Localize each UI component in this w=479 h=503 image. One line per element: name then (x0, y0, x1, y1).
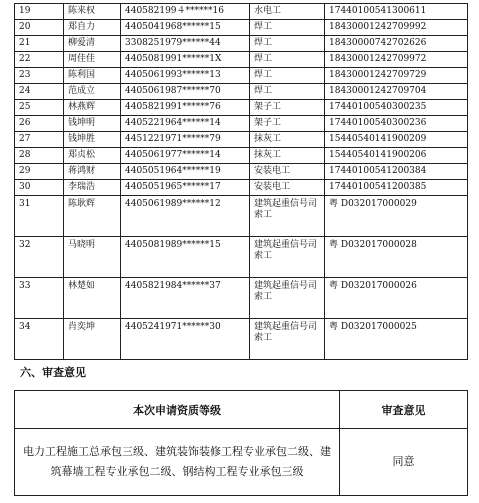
qualification-cell: 电力工程施工总承包三级、建筑装饰装修工程专业承包二级、建筑幕墙工程专业承包二级、钢结构工程专业承包三级 (15, 429, 340, 496)
id-number: 4405061993******13 (121, 68, 250, 84)
certificate-number: 粤 D032017000026 (325, 278, 468, 319)
row-number: 31 (15, 196, 64, 237)
staff-name: 林楚如 (64, 278, 121, 319)
certificate-number: 18430001242709704 (325, 84, 468, 100)
table-row (15, 132, 468, 148)
job-title: 架子工 (250, 100, 325, 116)
job-title: 建筑起重信号司索工 (250, 319, 325, 360)
id-number: 4405061977******14 (121, 148, 250, 164)
certificate-number: 17440100541300611 (325, 4, 468, 20)
staff-name: 陈来权 (64, 4, 121, 20)
row-number: 28 (15, 148, 64, 164)
certificate-number: 17440100540300235 (325, 100, 468, 116)
staff-table-body (15, 4, 468, 360)
job-title: 建筑起重信号司索工 (250, 196, 325, 237)
row-number: 27 (15, 132, 64, 148)
id-number: 4405061987******70 (121, 84, 250, 100)
table-row (15, 196, 468, 237)
staff-table (14, 3, 468, 360)
id-number: 4451221971******79 (121, 132, 250, 148)
table-row (15, 36, 468, 52)
id-number: 4405221964******14 (121, 116, 250, 132)
table-row (15, 319, 468, 360)
certificate-number: 粤 D032017000029 (325, 196, 468, 237)
certificate-number: 粤 D032017000025 (325, 319, 468, 360)
staff-name: 范成立 (64, 84, 121, 100)
table-row (15, 116, 468, 132)
section-heading: 六、审查意见 (20, 366, 86, 379)
row-number: 25 (15, 100, 64, 116)
job-title: 安装电工 (250, 180, 325, 196)
certificate-number: 18430000742702626 (325, 36, 468, 52)
staff-name: 郑自力 (64, 20, 121, 36)
row-number: 22 (15, 52, 64, 68)
staff-name: 钱坤胜 (64, 132, 121, 148)
review-body-row (15, 429, 468, 496)
table-row (15, 164, 468, 180)
opinion-header: 审查意见 (340, 391, 468, 429)
job-title: 建筑起重信号司索工 (250, 237, 325, 278)
staff-name: 李瑞浩 (64, 180, 121, 196)
certificate-number: 15440540141900209 (325, 132, 468, 148)
certificate-number: 17440100541200384 (325, 164, 468, 180)
table-row (15, 68, 468, 84)
id-number: 3308251979******44 (121, 36, 250, 52)
staff-name: 蒋鸿财 (64, 164, 121, 180)
id-number: 4405821984******37 (121, 278, 250, 319)
table-row (15, 84, 468, 100)
staff-name: 钱坤明 (64, 116, 121, 132)
staff-name: 周佳佳 (64, 52, 121, 68)
staff-name: 林燕辉 (64, 100, 121, 116)
row-number: 21 (15, 36, 64, 52)
staff-name: 肖奕坤 (64, 319, 121, 360)
job-title: 架子工 (250, 116, 325, 132)
row-number: 23 (15, 68, 64, 84)
row-number: 30 (15, 180, 64, 196)
certificate-number: 粤 D032017000028 (325, 237, 468, 278)
row-number: 20 (15, 20, 64, 36)
job-title: 水电工 (250, 4, 325, 20)
certificate-number: 18430001242709992 (325, 20, 468, 36)
staff-name: 郑贞松 (64, 148, 121, 164)
table-row (15, 52, 468, 68)
job-title: 安装电工 (250, 164, 325, 180)
id-number: 4405821991******76 (121, 100, 250, 116)
certificate-number: 18430001242709729 (325, 68, 468, 84)
job-title: 焊工 (250, 36, 325, 52)
row-number: 26 (15, 116, 64, 132)
table-row (15, 148, 468, 164)
table-row (15, 100, 468, 116)
id-number: 4405051965******17 (121, 180, 250, 196)
id-number: 4405241971******30 (121, 319, 250, 360)
row-number: 34 (15, 319, 64, 360)
row-number: 29 (15, 164, 64, 180)
certificate-number: 17440100541200385 (325, 180, 468, 196)
row-number: 33 (15, 278, 64, 319)
id-number: 4405081991******1X (121, 52, 250, 68)
id-number: 440582199４******16 (121, 4, 250, 20)
job-title: 抹灰工 (250, 132, 325, 148)
certificate-number: 18430001242709972 (325, 52, 468, 68)
id-number: 4405081989******15 (121, 237, 250, 278)
table-row (15, 278, 468, 319)
opinion-cell: 同意 (340, 429, 468, 496)
review-table (14, 390, 468, 496)
job-title: 建筑起重信号司索工 (250, 278, 325, 319)
id-number: 4405061989******12 (121, 196, 250, 237)
row-number: 24 (15, 84, 64, 100)
table-row (15, 180, 468, 196)
job-title: 抹灰工 (250, 148, 325, 164)
qualification-header: 本次申请资质等级 (15, 391, 340, 429)
job-title: 焊工 (250, 68, 325, 84)
job-title: 焊工 (250, 20, 325, 36)
table-row (15, 237, 468, 278)
job-title: 焊工 (250, 52, 325, 68)
table-row (15, 20, 468, 36)
staff-name: 陈耿辉 (64, 196, 121, 237)
row-number: 32 (15, 237, 64, 278)
staff-name: 柳爱清 (64, 36, 121, 52)
staff-name: 陈利国 (64, 68, 121, 84)
review-header-row (15, 391, 468, 429)
table-row (15, 4, 468, 20)
id-number: 4405051964******19 (121, 164, 250, 180)
certificate-number: 15440540141900206 (325, 148, 468, 164)
staff-name: 马晓明 (64, 237, 121, 278)
id-number: 4405041968******15 (121, 20, 250, 36)
certificate-number: 17440100540300236 (325, 116, 468, 132)
job-title: 焊工 (250, 84, 325, 100)
row-number: 19 (15, 4, 64, 20)
